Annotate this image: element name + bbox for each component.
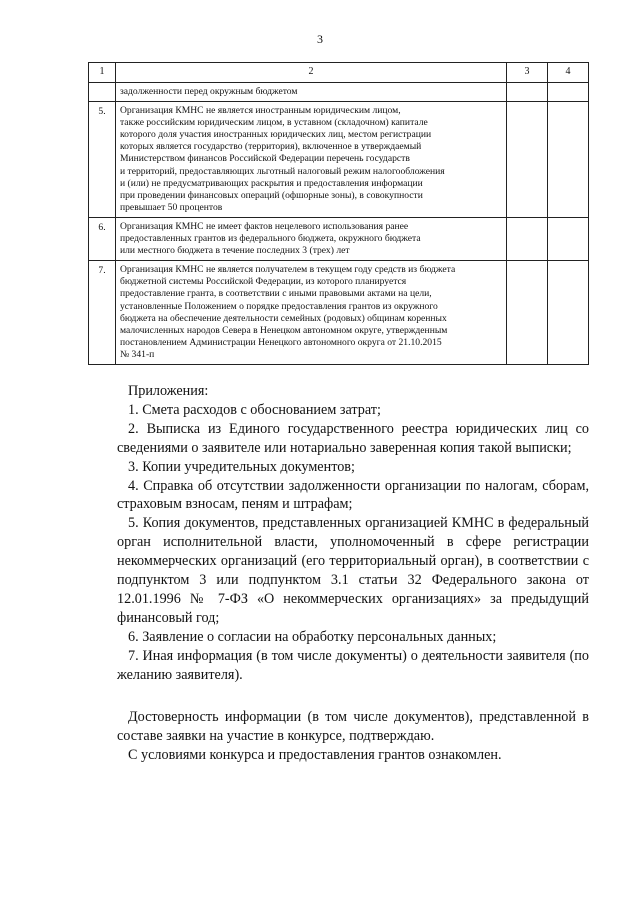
row-text: Организация КМНС не является получателем в текущем году средств из бюджета бюджетной системы Российской Федерации, из которого планируется предоставление гранта, в соответствии с иными правовыми актами на цели, установленные Положением о порядке предоставления грантов из окружного бюджета на обеспечение деятельности семейных (родовых) общинам коренных малочисленных народов Севера в Ненецком автономном округе, утвержденным постановлением Администрации Ненецкого автономного округа от 21.10.2015 № 341-п <box>116 261 507 365</box>
attachments-heading: Приложения: <box>128 383 209 399</box>
header-col-1: 1 <box>89 63 116 83</box>
row-text: задолженности перед окружным бюджетом <box>116 83 507 102</box>
row-check-cell <box>548 217 589 260</box>
attachment-item: 5. Копия документов, представленных организацией КМНС в федеральный орган исполнительной власти, уполномоченный в сфере регистрации некоммерческих организаций (его территориальный орган), в соответствии с подпунктом 3 или подпунктом 3.1 статьи 32 Федерального закона от 12.01.1996 № 7-ФЗ «О некоммерческих организациях» за предыдущий финансовый год; <box>117 515 589 626</box>
attachment-item: 3. Копии учредительных документов; <box>128 458 355 475</box>
row-check-cell <box>548 83 589 102</box>
row-number: 5. <box>89 102 116 218</box>
header-col-4: 4 <box>548 63 589 83</box>
table-row <box>89 83 589 102</box>
table-header-row <box>89 63 589 83</box>
row-check-cell <box>507 83 548 102</box>
table-row <box>89 102 589 218</box>
attachment-item: 7. Иная информация (в том числе документы) о деятельности заявителя (по желанию заявителя). <box>117 647 589 683</box>
certification-statement: Достоверность информации (в том числе документов), представленной в составе заявки на участие в конкурсе, подтверждаю. <box>117 709 589 744</box>
row-number: 6. <box>89 217 116 260</box>
attachment-item: 4. Справка об отсутствии задолженности организации по налогам, сборам, страховым взносам, пеням и штрафам; <box>117 477 589 513</box>
row-check-cell <box>507 102 548 218</box>
attachment-item: 6. Заявление о согласии на обработку персональных данных; <box>128 628 497 645</box>
table-row <box>89 261 589 365</box>
row-check-cell <box>507 261 548 365</box>
attachment-item: 2. Выписка из Единого государственного реестра юридических лиц со сведениями о заявителе или нотариально заверенная копия такой выписки; <box>117 420 589 456</box>
attachments-section <box>117 382 589 685</box>
row-text: Организация КМНС не имеет фактов нецелевого использования ранее предоставленных грантов из федерального бюджета, окружного бюджета или местного бюджета в течение последних 3 (трех) лет <box>116 217 507 260</box>
row-check-cell <box>507 217 548 260</box>
header-col-3: 3 <box>507 63 548 83</box>
requirements-table <box>88 62 589 365</box>
page-number: 3 <box>317 32 323 46</box>
row-number: 7. <box>89 261 116 365</box>
row-check-cell <box>548 102 589 218</box>
row-text: Организация КМНС не является иностранным юридическим лицом, также российским юридическим лицом, в уставном (складочном) капитале которого доля участия иностранных юридических лиц, местом регистрации которых является государство (территория), включенное в утверждаемый Министерством финансов Российской Федерации перечень государств и территорий, предоставляющих льготный налоговый режим налогообложения и (или) не предусматривающих раскрытия и предоставления информации при проведении финансовых операций (офшорные зоны), в совокупности превышает 50 процентов <box>116 102 507 218</box>
table-row <box>89 217 589 260</box>
header-col-2: 2 <box>116 63 507 83</box>
row-number <box>89 83 116 102</box>
closing-statements <box>117 708 589 765</box>
acknowledgement-statement: С условиями конкурса и предоставления грантов ознакомлен. <box>128 746 502 763</box>
attachment-item: 1. Смета расходов с обоснованием затрат; <box>128 401 381 418</box>
row-check-cell <box>548 261 589 365</box>
